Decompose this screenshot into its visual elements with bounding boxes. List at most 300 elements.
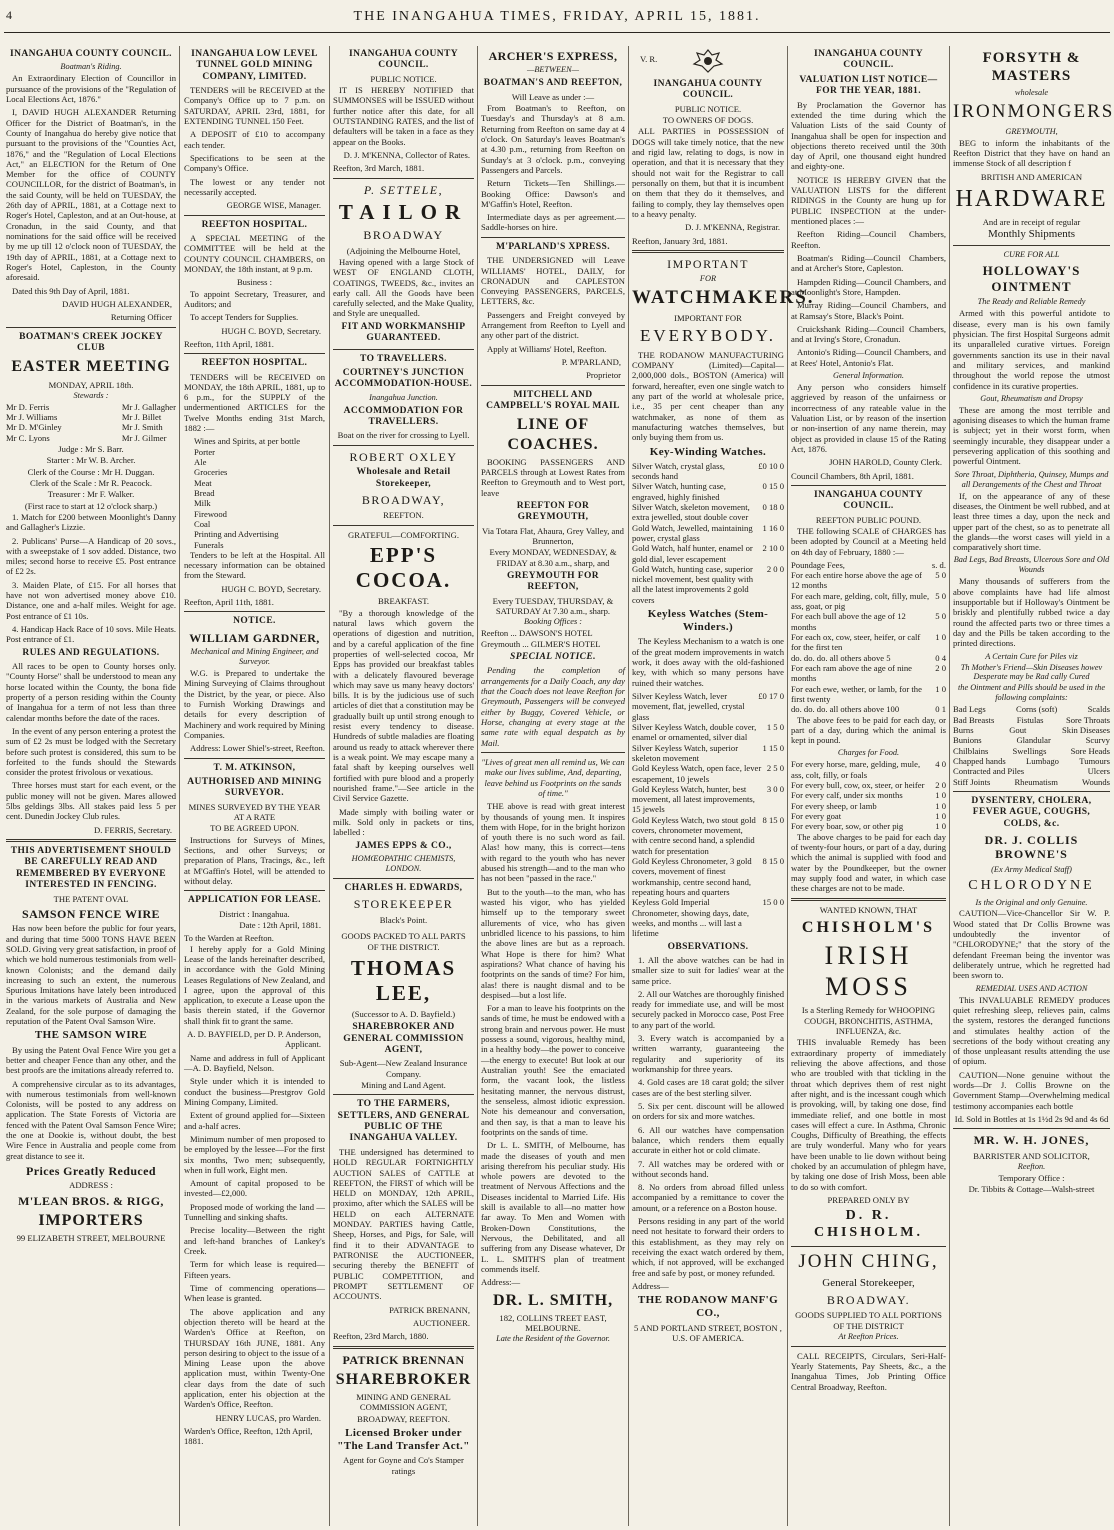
watch-desc: Silver Watch, hunting case, engraved, highly finished <box>632 481 726 502</box>
fee-note: The above fees to be paid for each day, or part of a day, during which the animal is kept in pound. <box>791 714 946 746</box>
smith-address: 182, COLLINS TREET EAST, MELBOURNE. <box>499 1312 607 1334</box>
mothers-friend: Th Mother's Friend—Skin Diseases howev Desperate may be Rad cally Cured <box>960 662 1103 682</box>
gardner-name: WILLIAM GARDNER, <box>189 630 320 645</box>
irish-moss-title: IRISH MOSS <box>824 941 913 1002</box>
steward-name: Mr J. Gallagher <box>121 401 176 412</box>
complaints-row <box>953 715 1110 725</box>
poem-quote: "Lives of great men all remind us, We can make our lives sublime, And, departing, leave behind us Footprints on the sands of time." <box>481 756 625 798</box>
ching-prices: At Reefton Prices. <box>838 1331 899 1341</box>
column-divider <box>628 46 629 1526</box>
public-notice-title: PUBLIC NOTICE. <box>674 103 742 114</box>
fee-row <box>791 591 946 612</box>
archer-express-title: ARCHER'S EXPRESS, <box>488 49 618 63</box>
watch-price-row <box>632 502 784 523</box>
complaint: Chapped hands <box>953 755 1006 766</box>
fee-desc: For each entire horse above the age of 12 months <box>791 570 922 591</box>
rules-heading: RULES AND REGULATIONS. <box>22 647 160 658</box>
lease-applicant: A. D. BAYFIELD, per D. P. Anderson, Applicant. <box>187 1029 321 1050</box>
jockey-club-heading: BOATMAN'S CREEK JOCKEY CLUB <box>19 331 163 353</box>
fee-desc: For each ox, cow, steer, heifer, or calf for the first ten <box>791 632 921 653</box>
watch-price: 1 15 0 <box>762 742 784 753</box>
food-row <box>791 811 946 821</box>
watch-desc: Keyless Gold Imperial Chronometer, showing days, date, weeks, and months ... will last a lifetime <box>632 897 750 939</box>
legs-heading: Bad Legs, Bad Breasts, Ulcerous Sore and Old Wounds <box>953 555 1110 575</box>
licensed-broker: Licensed Broker under "The Land Transfer Act." <box>337 1427 470 1453</box>
browne-original: Is the Original and only Genuine. <box>975 897 1088 907</box>
tunnel-deposit: A DEPOSIT of £10 to accompany each tender. <box>184 129 325 150</box>
mparland-title: M'PARLAND'S XPRESS. <box>495 241 611 252</box>
article-item: Ale <box>194 457 207 468</box>
watch-price: 2 0 0 <box>766 563 784 574</box>
column-divider <box>329 46 330 1526</box>
smith-body: Dr L. L. SMITH, of Melbourne, has made the diseases of youth and men arising therefrom his peculiar study. His whole powers are devoted to the treatment of Nervous Affections and the Diseases incidental to Married Life. His skill is available to all—no matter how far away. To Men and Women with Broken-Down Constitutions, the Nervous, the Debilitated, and all suffering from any Disease whatever, Dr L. L. SMITH'S plan of treatment commends itself. <box>481 1140 625 1274</box>
column-2 <box>184 46 325 1524</box>
article-item: Firewood <box>194 508 227 519</box>
complaint: Bad Legs <box>953 704 986 715</box>
archer-leave: Will Leave as under :— <box>511 91 595 102</box>
smith-name: DR. L. SMITH, <box>492 1291 614 1309</box>
lease-item: Time of commencing operations—When lease is granted. <box>184 1282 325 1304</box>
food-row <box>791 790 946 800</box>
epps-made: Made simply with boiling water or milk. Sold only in packets or tins, labelled : <box>333 806 474 838</box>
tenders-note: Tenders to be left at the Hospital. All necessary information can be obtained from the Steward. <box>184 549 325 581</box>
watch-price-row <box>632 763 784 784</box>
lease-item: Amount of capital proposed to be invested—£2,000. <box>184 1178 325 1199</box>
fees-header <box>791 560 946 570</box>
gout-body: These are among the most terrible and agonising diseases to which the human frame is subject; yet in their worst form, when seemingly incurable, they disappear under a persevering application of this soothing and powerful Ointment. <box>953 404 1110 467</box>
oxley-town: REEFTON. <box>383 510 424 521</box>
agent-line: Agent for Goyne and Co's Stamper ratings <box>343 1455 464 1476</box>
steward-name: Mr D. M'Ginley <box>6 422 62 433</box>
epps-body: "By a thorough knowledge of the natural laws which govern the operations of digestion and nutrition, and by a careful application of the fine properties of well-selected cocoa, Mr Epps has provided our breakfast tables with a delicately flavoured beverage which may save us many heavy doctors' bills. It is by the judicious use of such articles of diet that a constitution may be gradually built up until strong enough to resist every tendency to disease. Hundreds of subtle maladies are floating around us ready to attack wherever there is a weak point. We may escape many a fatal shaft by keeping ourselves well fortified with pure blood and a properly nourished frame."—See article in the Civil Service Gazette. <box>333 607 474 804</box>
watch-desc: Gold Keyless Watch, two stout gold covers, chronometer movement, with centre second hand, a splendid watch for presentation <box>632 814 756 856</box>
lease-item: Proposed mode of working the land —Tunnelling and sinking shafts. <box>184 1201 325 1223</box>
chisholm-name: CHISHOLM'S <box>801 918 936 936</box>
rates-notice-body: IT IS HEREBY NOTIFIED that SUMMONSES will be ISSUED without further notice after this date, for all OUTSTANDING RATES, and the list of defaulters will be taken in a face as they appear on the Books. <box>333 85 474 147</box>
address-label: ADDRESS : <box>69 1180 113 1191</box>
article-item: Groceries <box>194 467 228 478</box>
fee-row <box>791 611 946 632</box>
article-item: Meat <box>194 477 212 488</box>
rodanow-address: 5 AND PORTLAND STREET, BOSTON , U.S. OF AMERICA. <box>634 1322 782 1343</box>
throat-body: If, on the appearance of any of these diseases, the Ointment be well rubbed, and at least three times a day, upon the neck and upper part of the chest, so as to penetrate all the glands—the worst cases will yield in a comparatively short time. <box>953 490 1110 553</box>
steward-name: Mr J. Smith <box>121 422 163 433</box>
holloway-sub: The Ready and Reliable Remedy <box>977 297 1086 307</box>
watch-price: 1 5 0 <box>766 721 784 732</box>
oxley-trade: Wholesale and Retail Storekeeper, <box>356 467 451 489</box>
column-divider <box>477 46 478 1526</box>
watch-desc: Silver Keyless Watch, lever movement, flat, jewelled, crystal glass <box>632 691 745 722</box>
coach-line-title: LINE OF COACHES. <box>507 416 599 453</box>
observation-item: 8. No orders from abroad filled unless accompanied by a remittance to cover the amount, or a reference on a Boston house. <box>632 1182 784 1213</box>
smith-credential: Late the Resident of the Governor. <box>496 1334 610 1344</box>
complaint: Swellings <box>1012 745 1047 756</box>
watch-price-row <box>632 564 784 605</box>
keyless-body: The Keyless Mechanism to a watch is one of the great modern improvements in watch work, it does away with the old-fashioned key, with which so many persons have ruined their watches. <box>632 636 784 688</box>
watch-price-row <box>632 543 784 564</box>
masthead <box>0 0 1114 36</box>
watch-price-row <box>632 743 784 764</box>
goods-district: OF THE DISTRICT. <box>367 942 440 953</box>
remedial-heading: REMEDIAL USES AND ACTION <box>975 983 1088 993</box>
forsyth-body: BEG to inform the inhabitants of the Reefton District that they have on hand an immense Stock of all description f <box>953 137 1110 169</box>
complaint: Stiff Joints <box>953 776 991 787</box>
complaint: Contracted and Piles <box>953 766 1025 777</box>
complaint: Rheumatism <box>1014 776 1058 787</box>
business-item: To appoint Secretary, Treasurer, and Auditors; and <box>184 288 325 309</box>
farmers-body: THE undersigned has determined to HOLD REGULAR FORTNIGHTLY AUCTION SALES of CATTLE at REEFTON, the FIRST of which will be HELD on MONDAY, 12th APRIL, proximo, after which the SALES will be HELD on each ALTERNATE MONDAY. PARTIES having Cattle, Sheep, Horses, and Pigs, for Sale, will find it to their ADVANTAGE to PATRONISE the AUCTIONEER, securing thereby the BENEFIT of PUBLIC COMPETITION, and PROMPT SETTLEMENT OF ACCOUNTS. <box>333 1146 474 1302</box>
dated-line: Reefton, 23rd March, 1880. <box>333 1331 429 1342</box>
column-4 <box>481 46 625 1524</box>
article-item: Milk <box>194 498 211 509</box>
lease-item: Minimum number of men proposed to be employed by the lessee—For the first six months, Two men; subsequently, when in full work, Eight men. <box>184 1133 325 1175</box>
lee-agent: Sub-Agent—New Zealand Insurance Company. <box>339 1058 468 1079</box>
lease-item: Name and address in full of Applicant—A. D. Bayfield, Nelson. <box>184 1052 325 1074</box>
tailor-body: Having opened with a large Stock of WEST OF ENGLAND CLOTH, COATINGS, TWEEDS, &c., invites an early call. All the Goods have been carefully selected, and the Make Quality, and Style are unequalled. <box>333 256 474 319</box>
boat-note: Boat on the river for crossing to Lyell. <box>337 430 470 441</box>
watch-desc: Silver Watch, crystal glass, seconds hand <box>632 460 725 481</box>
lease-district: District : Inangahua. <box>219 908 290 919</box>
warden-signature: HENRY LUCAS, pro Warden. <box>215 1412 321 1423</box>
complaints-row <box>953 704 1110 714</box>
wanted-known: WANTED KNOWN, THAT <box>819 904 918 915</box>
firm-address: 99 ELIZABETH STREET, MELBOURNE <box>16 1233 166 1244</box>
shipments-line: Monthly Shipments <box>987 228 1076 241</box>
complaint: Burns <box>953 724 974 735</box>
business-label: Business : <box>236 277 273 288</box>
food-amount: 1 0 <box>935 821 946 832</box>
watch-desc: Gold Keyless Watch, hunter, best movement, all latest improvements, 15 jewels <box>632 783 755 815</box>
complaints-row <box>953 756 1110 766</box>
brennan-location: BROADWAY, REEFTON. <box>357 1413 450 1424</box>
epps-cocoa-title: EPP'S COCOA. <box>355 542 452 593</box>
food-row <box>791 821 946 831</box>
official: Clerk of the Course : Mr H. Duggan. <box>27 466 155 477</box>
food-amount: 1 0 <box>935 811 946 821</box>
hospital-heading: REEFTON HOSPITAL. <box>201 358 308 369</box>
riding-place: Murray Riding—Council Chambers, and at Ramsay's Store, Black's Point. <box>791 300 946 321</box>
stewards-list <box>6 402 176 443</box>
fee-row <box>791 653 946 663</box>
column-6 <box>791 46 946 1524</box>
fee-amount: 0 4 <box>935 652 946 663</box>
samson-wire-circular: A comprehensive circular as to its advantages, with numerous testimonials from well-known Colonists, will be posted to any address on application. The State Forests of Victoria are fenced with the Patent Oval Samson Fence Wire; the one at Dookie is, without doubt, the best Wire Fence in Australia and people come from great distance to see it. <box>6 1078 176 1161</box>
farmers-heading: TO THE FARMERS, SETTLERS, AND GENERAL PUBLIC OF THE INANGAHUA VALLEY. <box>337 1099 470 1144</box>
election-dated: Dated this 9th Day of April, 1881. <box>12 285 130 296</box>
wholesale-label: wholesale <box>1014 88 1049 97</box>
watch-desc: Silver Keyless Watch, double cover, enamel or ornamented, silver dial <box>632 721 757 743</box>
gardner-body: W.G. is Prepared to undertake the Mining Surveying of Claims throughout the District, by the year, or piece. Also to Furnish Working Drawings and details for every description of Machinery and work required by Mining Companies. <box>184 668 325 740</box>
receipt-line: And are in receipt of regular <box>982 216 1081 227</box>
steward-name: Mr J. Gilmer <box>121 432 167 443</box>
business-item: To accept Tenders for Supplies. <box>190 312 299 323</box>
smith-body: THE above is read with great interest by thousands of young men. It inspires them with Hope, for in the bright horizon of youth there is no such word as fail. Alas! how many, this is correct—tens with regard to the youth who has never abused his strength—and to the man who has not been "passed in the race." <box>481 801 625 884</box>
food-amount: 4 0 <box>935 759 946 770</box>
firm-name: M'LEAN BROS. & RIGG, <box>18 1193 164 1208</box>
fee-amount: 1 0 <box>935 632 946 643</box>
dated-line: Reefton, January 3rd, 1881. <box>632 235 728 246</box>
article-item: Porter <box>194 446 216 457</box>
travellers-heading: TO TRAVELLERS. <box>360 353 447 364</box>
article-item: Bread <box>194 487 215 498</box>
lee-successor: (Successor to A. D. Bayfield.) <box>351 1008 456 1019</box>
samson-wire-heading: THE SAMSON WIRE <box>34 1029 148 1042</box>
observation-item: 2. All our Watches are thoroughly finished ready for immediate use, and will be most securely packed in Morocco case, Post Free to any part of the world. <box>632 988 784 1030</box>
column-5 <box>632 46 815 1524</box>
fence-notice: THIS ADVERTISEMENT SHOULD BE CAREFULLY READ AND REMEMBERED BY EVERYONE INTERESTED IN FENCING. <box>10 846 172 891</box>
lease-final: The above application and any objection thereto will be heard at the Warden's Office at Reefton, on THURSDAY 16th JUNE, 1881. Any person desiring to object to the issue of a Mining Lease upon the above application must, within Twenty-One clear days from the date of such application, enter his objection at the Warden's Office, Reefton. <box>184 1306 325 1410</box>
currency-header: s. d. <box>931 559 946 570</box>
notice-heading: NOTICE. <box>233 616 276 627</box>
meeting-date: MONDAY, APRIL 18th. <box>48 379 134 390</box>
mparland-signature: P. M'PARLAND, <box>561 357 621 367</box>
keyless-heading: Keyless Watches (Stem-Winders.) <box>647 608 769 634</box>
county-clerk-signature: JOHN HAROLD, County Clerk. <box>829 457 942 468</box>
tailor-title: TAILOR <box>338 199 469 224</box>
coach-days: Every MONDAY, WEDNESDAY, & FRIDAY at 8.30 a.m., sharp, and <box>489 547 617 568</box>
atkinson-body: Instructions for Surveys of Mines, Sections, and other Surveys; or preparation of Plans, Tracings, &c., left at M'Gaffin's Hotel, will be attended to without delay. <box>184 834 325 886</box>
food-row <box>791 801 946 811</box>
rules-text: All races to be open to County horses only. "County Horse" shall be understood to mean any horse located within the County, the bona fide property of a person residing within the County of Inangahua for a term of not less than three calendar months before the date of the races. <box>6 661 176 723</box>
fee-desc: For each ram above the age of nine months <box>791 662 912 684</box>
food-desc: For every sheep, or lamb <box>791 800 877 811</box>
fee-amount: 0 1 <box>935 704 946 715</box>
gardner-address: Address: Lower Shiel's-street, Reefton. <box>190 743 325 754</box>
ching-name: JOHN CHING, <box>798 1250 939 1272</box>
column-divider <box>179 46 180 1526</box>
legs-body: Many thousands of sufferers from the above complaints have had life almost insupportable but if Holloway's Ointment be briskly and plentifully rubbed twice a day round the affected parts two or three times a day and the Pills be taken according to the printed directions. <box>953 576 1110 649</box>
easter-meeting-title: EASTER MEETING <box>11 358 171 376</box>
election-intro: An Extraordinary Election of Councillor in pursuance of the provisions of the "Regulation of Local Elections Act, 1876." <box>6 73 176 104</box>
complaint: Skin Diseases <box>1062 724 1110 735</box>
coach-via: Via Totara Flat, Ahaura, Grey Valley, and Brunnerton, <box>482 525 624 547</box>
junction-house-name: COURTNEY'S JUNCTION ACCOMMODATION-HOUSE. <box>334 367 473 390</box>
complaint: Tumours <box>1079 755 1110 766</box>
holloway-title: HOLLOWAY'S OINTMENT <box>982 263 1081 294</box>
start-time-note: (First race to start at 12 o'clock sharp.) <box>24 500 158 511</box>
pound-body: THE following SCALE of CHARGES has been adopted by Council at a Meeting held on 4th day of February, 1880 :— <box>791 525 946 557</box>
general-info-body: Any person who considers himself aggrieved by reason of the unfairness or incorrectness of any rateable value in the Valuation List, or by reason of the insertion or non-insertion of any name therein, may object as provided in clause 15 of the Rating Act, 1876. <box>791 382 946 454</box>
lee-role: SHAREBROKER AND GENERAL COMMISSION AGENT, <box>343 1022 464 1055</box>
coach-route: GREYMOUTH FOR REEFTON, <box>506 571 600 593</box>
dated-line: Reefton, 3rd March, 1881. <box>333 163 425 174</box>
brennan-role: MINING AND GENERAL COMMISSION AGENT, <box>356 1392 451 1413</box>
fence-subtitle: THE PATENT OVAL <box>53 893 129 904</box>
hardware-title: HARDWARE <box>955 185 1108 212</box>
lease-item: Precise locality—Between the right and left-hand branches of Lankey's Creek. <box>184 1225 325 1257</box>
observation-item: 3. Every watch is accompanied by a written warranty, guaranteeing the regularity and superiority of its workmanship for three years. <box>632 1033 784 1075</box>
watch-price-row <box>632 481 784 502</box>
watch-desc: Silver Watch, skeleton movement, extra jewelled, stout double cover <box>632 501 750 523</box>
important-label: IMPORTANT <box>667 256 749 271</box>
archer-body: From Boatman's to Reefton, on Tuesday's and Thursday's at 8 a.m. Returning from Reefton on same day at 4 o'clock. On Saturday's leaves Boatman's at 4.30 p.m., returning from Reefton on Sunday's at 3 o'clock. p.m., conveying Passengers and Parcels. <box>481 103 625 175</box>
browne-name: DR. J. COLLIS BROWNE'S <box>984 832 1079 862</box>
booking-label: Booking Offices : <box>523 617 583 627</box>
observation-item: 6. All our watches have compensation balance, which renders them equally accurate in either hot or cold climate. <box>632 1124 784 1156</box>
lease-addressee: To the Warden at Reefton. <box>184 933 274 944</box>
dysentery-heading: DYSENTERY, CHOLERA, FEVER AGUE, COUGHS, COLDS, &c. <box>971 795 1092 829</box>
archer-route: BOATMAN'S AND REEFTON, <box>483 78 623 89</box>
tunnel-company-heading: INANGAHUA LOW LEVEL TUNNEL GOLD MINING COMPANY, LIMITED. <box>191 49 318 82</box>
complaints-row <box>953 746 1110 756</box>
official: Starter : Mr W. B. Archer. <box>46 455 136 466</box>
steward-name: Mr J. Billet <box>121 412 162 423</box>
prices-reduced: Prices Greatly Reduced <box>26 1164 156 1179</box>
epps-breakfast: BREAKFAST. <box>377 596 429 607</box>
food-row <box>791 759 946 780</box>
auctioneer-signature: PATRICK BRENANN, <box>389 1304 470 1315</box>
fee-row <box>791 570 946 591</box>
column-7 <box>953 46 1114 1524</box>
irish-moss-sub: Is a Sterling Remedy for WHOOPING COUGH, BRONCHITIS, ASTHMA, INFLUENZA, &c. <box>801 1005 936 1036</box>
race-entry: 2. Publicans' Purse—A Handicap of 20 sovs., with a sweepstake of 1 sov added. Distance, two miles; second horse to receive £5. Post entrance of £2 2s. <box>6 535 176 577</box>
complaints-row <box>953 725 1110 735</box>
mparland-role: Proprietor <box>586 370 621 381</box>
watch-price: 15 0 0 <box>762 897 784 908</box>
collector-signature: D. J. M'KENNA, Collector of Rates. <box>343 149 470 160</box>
oxley-name: ROBERT OXLEY <box>349 449 458 464</box>
article-list <box>184 436 325 549</box>
fee-row <box>791 684 946 705</box>
importers-title: IMPORTERS <box>38 1212 144 1230</box>
riding-subheading: Boatman's Riding. <box>60 62 122 72</box>
food-desc: For every boar, sow, or other pig <box>791 821 904 832</box>
atkinson-line: MINES SURVEYED BY THE YEAR AT A RATE <box>188 801 321 823</box>
booking-office: Greymouth ... GILMER'S HOTEL <box>481 638 601 649</box>
dated-line: Reefton, April 11th, 1881. <box>184 597 274 608</box>
council-heading: INANGAHUA COUNTY COUNCIL. <box>813 489 924 512</box>
steward-name: Mr C. Lyons <box>6 432 50 443</box>
tunnel-tenders: TENDERS will be RECEIVED at the Company's Office up to 7 p.m. on SATURDAY, APRIL 23rd, 1881, for EXTENDING TUNNEL 150 Feet. <box>184 85 325 127</box>
official: Judge : Mr S. Barr. <box>58 444 124 455</box>
council-heading: INANGAHUA COUNTY COUNCIL. <box>653 79 763 101</box>
throat-heading: Sore Throat, Diphtheria, Quinsey, Mumps and all Derangements of the Chest and Throat <box>954 469 1109 489</box>
cure-for-all: CURE FOR ALL <box>1003 250 1060 260</box>
pound-heading: REEFTON PUBLIC POUND. <box>815 514 922 525</box>
important-for: IMPORTANT FOR <box>674 312 742 323</box>
fee-row <box>791 704 946 714</box>
complaint: Sore Heads <box>1070 745 1110 756</box>
secretary-signature: D. FERRIS, Secretary. <box>94 824 172 835</box>
edwards-name: CHARLES H. EDWARDS, <box>344 882 463 893</box>
rodanow-persons: Persons residing in any part of the world need not hesitate to forward their orders to this establishment, as they may rely on receiving the exact watch ordered by them, which, if not approved, will be exchanged free and safe by post, or money refunded. <box>632 1216 784 1278</box>
booking-office: Reefton ... DAWSON'S HOTEL <box>481 628 593 639</box>
fee-desc: do. do. do. all others above 100 <box>791 704 900 715</box>
steward-name: Mr J. Williams <box>6 412 58 423</box>
official: Clerk of the Scale : Mr R. Peacock. <box>30 477 152 488</box>
fee-row <box>791 663 946 684</box>
watch-price-row <box>632 856 784 897</box>
accommodation-line: ACCOMMODATION FOR TRAVELLERS. <box>343 405 464 428</box>
tunnel-specs: Specifications to be seen at the Company's Office. <box>184 153 325 174</box>
food-amount: 1 0 <box>935 790 946 801</box>
tailor-guarantee: FIT AND WORKMANSHIP GUARANTEED. <box>341 321 466 344</box>
remedial-body: This INVALUABLE REMEDY produces quiet refreshing sleep, relieves pain, calms the system, restores the deranged functions and stimulates healthy action of the secretions of the body without creating any of those unpleasant results attending the use of opium. <box>953 994 1110 1067</box>
complaint: Wounds <box>1082 776 1110 787</box>
coach-days: Every TUESDAY, THURSDAY, & SATURDAY At 7.30 a.m., sharp. <box>492 595 614 617</box>
brennan-name: PATRICK BRENNAN <box>342 1352 465 1367</box>
bottle-prices: Id. Sold in Bottles at 1s 1½d 2s 9d and 4s 6d <box>954 1114 1109 1125</box>
lease-body: I hereby apply for a Gold Mining Lease of the lands hereinafter described, in accordance with the Gold Mining Leases Regulations of New Zealand, and I agree, upon the approval of this application, to execute a Lease upon the basis therein stated, if the Governor shall think fit to grant the same. <box>184 943 325 1026</box>
watch-desc: Gold Keyless Chronometer, 3 gold covers, movement of finest workmanship, centre second hand, repeating hours and quarters <box>632 856 752 897</box>
jones-location: Reefton. <box>1017 1162 1046 1172</box>
tailor-street: BROADWAY <box>363 228 444 243</box>
hospital-meeting: A SPECIAL MEETING of the COMMITTEE will be held at the COUNTY COUNCIL CHAMBERS, on MONDAY, the 18th instant, at 9 p.m. <box>184 233 325 274</box>
food-amount: 1 0 <box>935 800 946 811</box>
food-heading: Charges for Food. <box>837 748 900 758</box>
tailor-location: (Adjoining the Melbourne Hotel, <box>346 245 461 256</box>
samson-wire-body: By using the Patent Oval Fence Wire you get a better and cheaper Fence than any other, and the best proofs are the imitations already referred to. <box>6 1044 176 1076</box>
watch-price: 1 16 0 <box>762 522 784 533</box>
registrar-signature: D. J. M'KENNA, Registrar. <box>685 222 780 233</box>
fee-desc: do. do. do. all others above 5 <box>791 652 891 663</box>
steward-name: Mr D. Ferris <box>6 401 50 412</box>
valuation-body: NOTICE IS HEREBY GIVEN that the VALUATION LISTS for the different RIDINGS in the County are hung up for PUBLIC INSPECTION at the under-mentioned places :— <box>791 174 946 226</box>
watch-price-row <box>632 523 784 544</box>
observation-item: 7. All watches may be ordered with or without seconds hand. <box>632 1158 784 1179</box>
column-1 <box>6 46 176 1524</box>
fee-desc: For each ewe, wether, or lamb, for the first twenty <box>791 683 922 704</box>
mparland-body: THE UNDERSIGNED will Leave WILLIAMS' HOTEL, DAILY, for CRONADUN and CAPLESTON Conveying PASSENGERS, PARCELS, LETTERS, &c. <box>481 255 625 307</box>
observations-heading: OBSERVATIONS. <box>667 941 749 952</box>
fee-amount: 5 0 <box>935 570 946 581</box>
lee-mining: Mining and Land Agent. <box>361 1080 446 1090</box>
coach-route: REEFTON FOR GREYMOUTH, <box>516 501 590 523</box>
fee-amount: 5 0 <box>935 611 946 622</box>
lease-date: Date : 12th April, 1881. <box>239 919 321 930</box>
jones-temp-address: Dr. Tibbits & Cottage—Walsh-street <box>968 1184 1095 1195</box>
food-row <box>791 780 946 790</box>
british-american: BRITISH AND AMERICAN <box>980 171 1083 182</box>
riding-place: Reefton Riding—Council Chambers, Reefton. <box>791 229 946 250</box>
rodanow-name: THE RODANOW MANF'G CO., <box>637 1294 779 1320</box>
watch-price: 0 18 0 <box>762 501 784 512</box>
mparland-body: Passengers and Freight conveyed by Arrangement from Reefton to Lyell and any other part of the district. <box>481 309 625 341</box>
goods-packed: GOODS PACKED TO ALL PARTS <box>341 930 466 941</box>
riding-place: Boatman's Riding—Council Chambers, and at Archer's Store, Capleston. <box>791 252 946 274</box>
article-item: Wines and Spirits, at per bottle <box>194 436 301 447</box>
complaint: Lumbago <box>1026 755 1059 766</box>
watch-desc: Gold Watch, Jewelled, maintaining power, crystal glass <box>632 522 753 543</box>
gout-heading: Gout, Rheumatism and Dropsy <box>980 393 1083 403</box>
watch-desc: Gold Watch, half hunter, enamel or gold dial, lever escapement <box>632 543 753 564</box>
mparland-apply: Apply at Williams' Hotel, Reefton. <box>487 343 607 354</box>
lease-item: Term for which lease is required—Fifteen years. <box>184 1259 325 1280</box>
observation-item: 5. Six per cent. discount will be allowed on orders for six and more watches. <box>632 1100 784 1122</box>
fee-desc: For each mare, gelding, colt, filly, mule, ass, goat, or pig <box>791 590 930 612</box>
watch-price: £0 17 0 <box>758 691 784 701</box>
key-winding-heading: Key-Winding Watches. <box>649 445 767 458</box>
complaint: Gout <box>1009 724 1027 735</box>
archer-tickets: Return Tickets—Ten Shillings.—Booking Office: Dawson's and M'Gaffin's Hotel, Reefton. <box>481 178 625 209</box>
smith-body: For a man to leave his footprints on the sands of time, he must be endowed with a strong brain and nervous power. He must possess a sound, vigorous, healthy mind, in a healthy body—the power to conceive—the energy to execute! But look at our Australian youth! See the emaciated form, the vacant look, the listless hesitating manner, the nervous distrust, the senseless, almost idiotic expression. Note his demeanour and conversation, and then say, is that a man to leave his footprints on the sands of time. <box>481 1003 625 1137</box>
poundage-label: Poundage Fees, <box>791 559 845 570</box>
gardner-role: Mechanical and Mining Engineer, and Surveyor. <box>190 647 319 667</box>
column-3 <box>333 46 474 1524</box>
complaint: Sore Throats <box>1065 714 1110 725</box>
ching-goods: GOODS SUPPLIED TO ALL PORTIONS OF THE DISTRICT <box>795 1310 942 1331</box>
coach-body: BOOKING PASSENGERS AND PARCELS through at Lowest Rates from Reefton to Greymouth and to West port, leave <box>481 456 625 498</box>
complaint: Scurvy <box>1085 735 1110 746</box>
article-item: Coal <box>194 518 211 529</box>
rodanow-body: THE RODANOW MANUFACTURING COMPANY (Limited)—Capital—2,000,000 dols., BOSTON (America) will forward, hereafter, even one single watch to any part of the world at wholesale price, i.e., 35 per cent cheaper than any watchmaker, as none of them as manufacturing watches themselves, but only buying them from us. <box>632 349 784 443</box>
food-desc: For every horse, mare, gelding, mule, ass, colt, filly, or foals <box>791 759 921 780</box>
fee-amount: 5 0 <box>935 590 946 601</box>
complaint: Chilblains <box>953 745 989 756</box>
epps-firm: JAMES EPPS & CO., <box>355 840 452 851</box>
tunnel-lowest: The lowest or any tender not necessarily accepted. <box>184 176 325 197</box>
edwards-location: Black's Point. <box>379 914 428 925</box>
